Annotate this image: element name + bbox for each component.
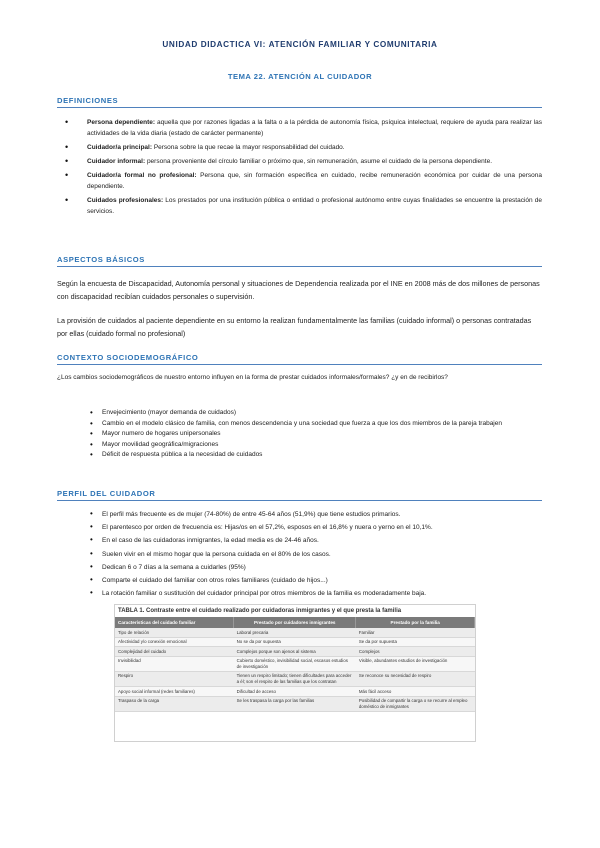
aspectos-paragraph-2: La provisión de cuidados al paciente dependiente en su entorno la realizan fundamentalmente las familias (cuidado informal) o personas contratadas por ellas (cuidado formal no profesional) <box>57 316 532 338</box>
table-cell: Se da por supuesta <box>356 637 475 647</box>
table-cell: Familiar <box>356 628 475 637</box>
section-heading-perfil: PERFIL DEL CUIDADOR <box>57 489 542 501</box>
perfil-list <box>90 509 540 601</box>
definition-text: Persona que, sin formación específica en cuidado, recibe remuneración económica por cuidar de una persona dependiente. <box>87 171 542 191</box>
topic-title: TEMA 22. ATENCIÓN AL CUIDADOR <box>227 72 373 81</box>
table-row <box>115 656 475 671</box>
definition-item <box>57 156 542 167</box>
definition-text: aquella que por razones ligadas a la falta o a la pérdida de autonomía física, psíquica intelectual, requiere de ayuda para realizar las actividades de la vida diaria (estado de carácter permanente) <box>87 119 542 138</box>
table-header-row <box>115 617 475 628</box>
table-cell: Complejidad del cuidado <box>115 647 234 657</box>
aspectos-paragraph-1: Según la encuesta de Discapacidad, Autonomía personal y situaciones de Dependencia realizada por el INE en 2008 más de dos millones de personas con discapacidad recibían cuidados personales o supervisión. <box>57 279 540 301</box>
table-cell: Laboral precaria <box>234 628 356 637</box>
list-item: • Mayor movilidad geográfica/migraciones <box>90 440 540 451</box>
table-row <box>115 687 475 697</box>
table-cell: Traspaso de la carga <box>115 696 234 711</box>
table-header-cell: Prestado por cuidadores inmigrantes <box>234 617 356 628</box>
list-item: • Suelen vivir en el mismo hogar que la persona cuidada en el 80% de los casos. <box>90 549 540 562</box>
list-item: • Mayor numero de hogares unipersonales <box>90 429 540 440</box>
comparison-table <box>115 617 475 712</box>
definition-term: Cuidador informal: <box>87 158 146 165</box>
list-item: • El perfil más frecuente es de mujer (74-80%) de entre 45-64 años (51,9%) que tiene estudios primarios. <box>90 509 540 522</box>
table-row <box>115 637 475 647</box>
definition-term: Cuidador/a principal: <box>87 144 153 152</box>
table-cell: Tienen un respiro limitado; tienen dificultades para acceder a él; son el respiro de las familias que los contratan <box>234 671 356 686</box>
list-item: • En el caso de las cuidadoras inmigrantes, la edad media es de 24-46 años. <box>90 535 540 548</box>
table-cell: Se reconoce su necesidad de respiro <box>356 671 475 686</box>
comparison-table-figure <box>114 604 476 742</box>
list-item: • Dedican 6 o 7 días a la semana a cuidarles (95%) <box>90 562 540 575</box>
table-cell: Dificultad de acceso <box>234 687 356 697</box>
table-cell: No se da por supuesta <box>234 637 356 647</box>
definition-text: persona proveniente del círculo familiar o próximo que, sin remuneración, asume el cuidado de la persona dependiente. <box>145 158 493 165</box>
contexto-list <box>90 408 540 461</box>
table-title: TABLA 1. Contraste entre el cuidado realizado por cuidadoras inmigrantes y el que presta la familia <box>118 608 402 614</box>
table-cell: Invisibilidad <box>115 656 234 671</box>
definition-item <box>57 170 542 193</box>
table-row <box>115 628 475 637</box>
definitions-list <box>57 117 542 220</box>
table-cell: Cubierto doméstico, invisibilidad social, escasos estudios de investigación <box>234 656 356 671</box>
section-heading-aspectos: ASPECTOS BÁSICOS <box>57 255 542 267</box>
list-item: • Comparte el cuidado del familiar con otros roles familiares (cuidado de hijos...) <box>90 575 540 588</box>
definition-item <box>57 142 542 153</box>
table-row <box>115 696 475 711</box>
definition-item <box>57 117 542 140</box>
table-cell: Apoyo social informal (redes familiares) <box>115 687 234 697</box>
table-cell: Afectividad y/o conexión emocional <box>115 637 234 647</box>
section-heading-definiciones: DEFINICIONES <box>57 96 542 108</box>
definition-term: Persona dependiente: <box>87 119 156 126</box>
table-cell: Posibilidad de compartir la carga o se recurre al empleo doméstico de inmigrantes <box>356 696 475 711</box>
table-cell: Más fácil acceso <box>356 687 475 697</box>
table-cell: Se les traspasa la carga por las familias <box>234 696 356 711</box>
table-cell: Complejos <box>356 647 475 657</box>
contexto-question: ¿Los cambios sociodemográficos de nuestro entorno influyen en la forma de prestar cuidados informales/formales? ¿y en de recibirlos? <box>57 374 448 381</box>
table-row <box>115 671 475 686</box>
definition-term: Cuidados profesionales: <box>87 197 164 204</box>
definition-term: Cuidador/a formal no profesional: <box>87 171 197 179</box>
definition-item <box>57 195 542 218</box>
list-item: • La rotación familiar o sustitución del cuidador principal por otros miembros de la familia es moderadamente baja. <box>90 588 540 601</box>
table-cell: Tipo de relación <box>115 628 234 637</box>
table-cell: Respiro <box>115 671 234 686</box>
table-row <box>115 647 475 657</box>
table-header-cell: Prestado por la familia <box>356 617 475 628</box>
list-item: • Envejecimiento (mayor demanda de cuidados) <box>90 408 540 419</box>
unit-title: UNIDAD DIDACTICA VI: ATENCIÓN FAMILIAR Y COMUNITARIA <box>162 40 438 49</box>
list-item: • El parentesco por orden de frecuencia es: Hijas/os en el 57,2%, esposos en el 16,8% y nuera o yerno en el 10,1%. <box>90 522 540 535</box>
table-cell: Complejos porque son ajenos al sistema <box>234 647 356 657</box>
section-heading-contexto: CONTEXTO SOCIODEMOGRÁFICO <box>57 353 542 365</box>
table-header-cell: Características del cuidado familiar <box>115 617 234 628</box>
table-cell: Visible, abundantes estudios de investigación <box>356 656 475 671</box>
definition-text: Los prestados por una institución pública o entidad o profesional autónomo entre cuyas finalidades se encuentre la prestación de servicios. <box>87 197 542 216</box>
list-item: • Déficit de respuesta pública a la necesidad de cuidados <box>90 450 540 461</box>
list-item: • Cambio en el modelo clásico de familia, con menos descendencia y una sociedad que fuerza a que los dos miembros de la pareja trabajen <box>90 419 540 430</box>
definition-text: Persona sobre la que recae la mayor responsabilidad del cuidado. <box>152 144 345 152</box>
